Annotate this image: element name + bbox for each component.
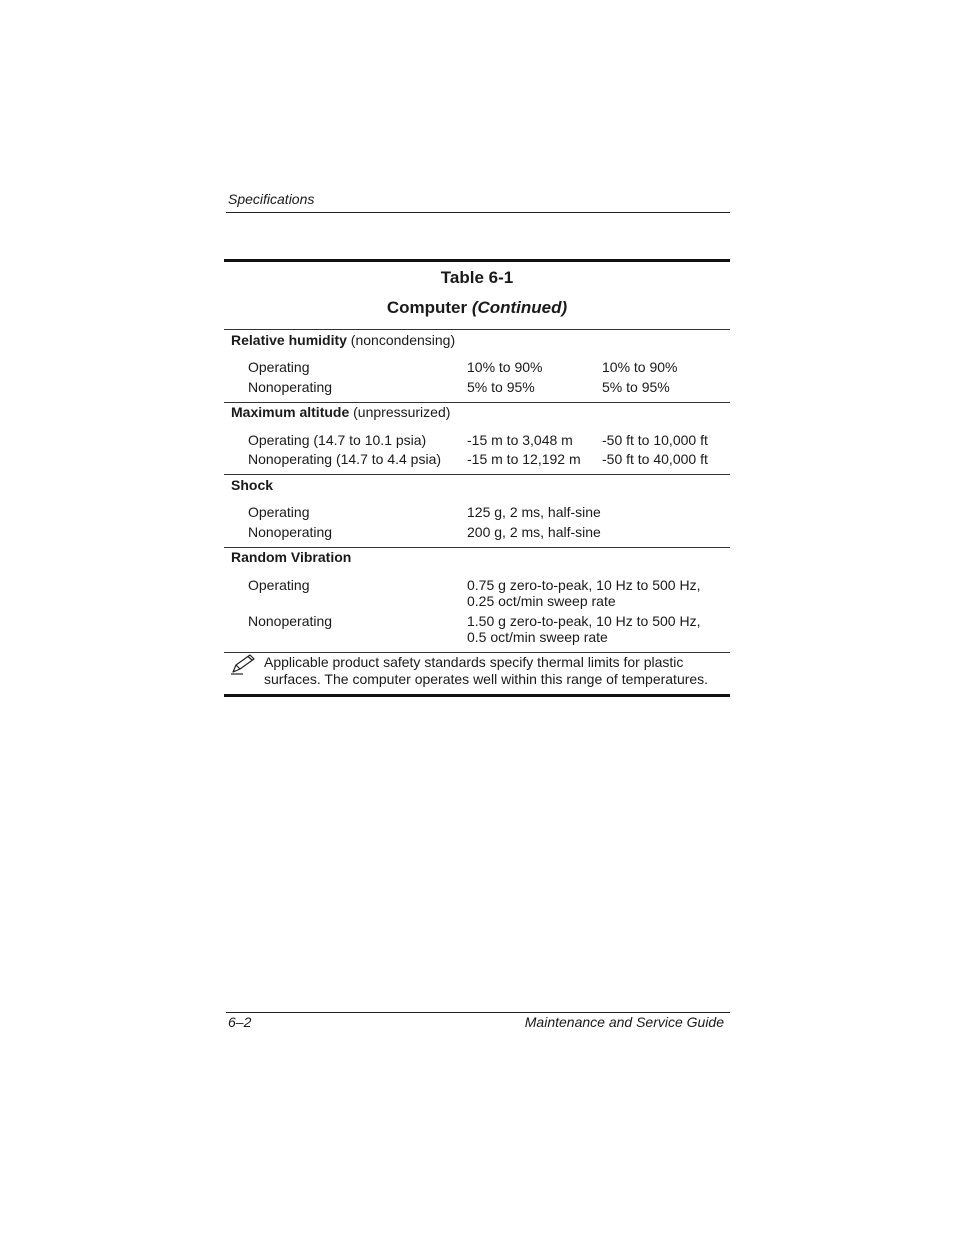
pencil-note-icon (229, 652, 257, 676)
running-header-title: Specifications (228, 191, 315, 207)
row-value-line1: 1.50 g zero-to-peak, 10 Hz to 500 Hz, (467, 613, 701, 629)
row-value: 200 g, 2 ms, half-sine (467, 524, 601, 540)
group-heading-bold: Random Vibration (231, 549, 352, 565)
page-number: 6–2 (228, 1014, 252, 1030)
table-row-divider (224, 474, 730, 475)
row-value-metric: -15 m to 12,192 m (467, 451, 581, 467)
row-label: Nonoperating (14.7 to 4.4 psia) (248, 451, 442, 467)
row-label: Operating (248, 504, 310, 520)
table-caption-main: Computer (386, 298, 472, 317)
row-value-us: 5% to 95% (602, 379, 670, 395)
row-label: Operating (14.7 to 10.1 psia) (248, 432, 427, 448)
row-label: Nonoperating (248, 613, 333, 629)
table-row-divider (224, 402, 730, 403)
table-number: Table 6-1 (440, 268, 514, 287)
row-label: Nonoperating (248, 379, 333, 395)
table-row-divider (224, 547, 730, 548)
row-value-line1: 0.75 g zero-to-peak, 10 Hz to 500 Hz, (467, 577, 701, 593)
note-text: Applicable product safety standards specify thermal limits for plastic surfaces. The computer operates well within this range of temperatures. (264, 654, 709, 687)
footer-divider (226, 1012, 730, 1013)
group-heading-qualifier: (unpressurized) (349, 404, 451, 420)
table-row-divider (224, 652, 730, 653)
guide-title: Maintenance and Service Guide (524, 1014, 724, 1030)
row-value-line2: 0.5 oct/min sweep rate (467, 629, 608, 645)
group-heading-bold: Relative humidity (231, 332, 347, 348)
group-heading-maximum-altitude (231, 404, 450, 420)
row-label: Nonoperating (248, 524, 333, 540)
group-heading-bold: Shock (231, 477, 274, 493)
group-heading-relative-humidity (231, 332, 455, 348)
row-value-metric: 10% to 90% (467, 359, 543, 375)
table-top-border (224, 259, 730, 262)
table-row-divider (224, 329, 730, 330)
row-label: Operating (248, 359, 310, 375)
row-value-line2: 0.25 oct/min sweep rate (467, 593, 616, 609)
group-heading-random-vibration (231, 549, 351, 565)
table-bottom-border (224, 694, 730, 697)
row-value-us: 10% to 90% (602, 359, 678, 375)
table-caption (224, 298, 730, 318)
row-value-us: -50 ft to 40,000 ft (602, 451, 708, 467)
table-caption-continued: (Continued) (471, 298, 568, 317)
group-heading-shock (231, 477, 273, 493)
group-heading-bold: Maximum altitude (231, 404, 350, 420)
row-value-metric: 5% to 95% (467, 379, 535, 395)
header-divider (226, 212, 730, 213)
row-value-metric: -15 m to 3,048 m (467, 432, 573, 448)
row-value: 125 g, 2 ms, half-sine (467, 504, 601, 520)
group-heading-qualifier: (noncondensing) (346, 332, 456, 348)
row-value-us: -50 ft to 10,000 ft (602, 432, 708, 448)
row-label: Operating (248, 577, 310, 593)
